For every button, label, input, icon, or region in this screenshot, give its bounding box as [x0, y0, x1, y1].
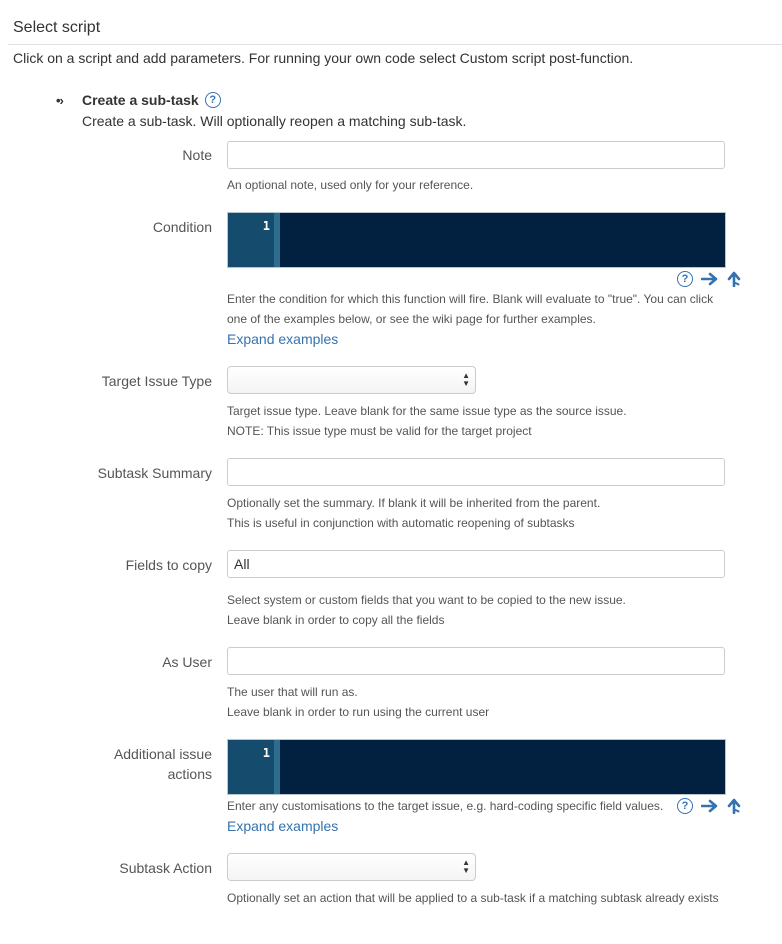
note-input[interactable]	[227, 141, 725, 169]
target-issue-type-select[interactable]	[227, 366, 476, 394]
editor-gutter-divider	[274, 740, 280, 794]
note-label: Note	[182, 147, 212, 163]
help-icon[interactable]: ?	[677, 798, 693, 814]
target-issue-type-description-1: Target issue type. Leave blank for the same issue type as the source issue.	[227, 404, 627, 418]
additional-issue-actions-label-line1: Additional issue	[113, 746, 212, 762]
subtask-summary-description-2: This is useful in conjunction with automatic reopening of subtasks	[227, 516, 575, 530]
target-issue-type-description-2: NOTE: This issue type must be valid for the target project	[227, 424, 532, 438]
target-issue-type-label: Target Issue Type	[101, 373, 212, 389]
fields-to-copy-description-1: Select system or custom fields that you want to be copied to the new issue.	[227, 593, 626, 607]
fields-to-copy-input[interactable]	[227, 550, 725, 578]
arrow-right-icon[interactable]	[701, 272, 719, 286]
select-arrows-icon: ▲ ▼	[462, 858, 470, 875]
fields-to-copy-label: Fields to copy	[125, 557, 212, 573]
note-description: An optional note, used only for your reference.	[227, 178, 474, 192]
subtask-summary-description-1: Optionally set the summary. If blank it will be inherited from the parent.	[227, 496, 601, 510]
condition-description-2: one of the examples below, or see the wiki page for further examples.	[227, 312, 596, 326]
as-user-description-1: The user that will run as.	[227, 685, 358, 699]
page-title: Select script	[13, 19, 101, 36]
script-name[interactable]: Create a sub-task	[82, 92, 199, 108]
subtask-action-description: Optionally set an action that will be applied to a sub-task if a matching subtask already exists	[227, 891, 719, 905]
expand-examples-link[interactable]: Expand examples	[227, 331, 339, 347]
condition-description-1: Enter the condition for which this function will fire. Blank will evaluate to "true". You can click	[227, 292, 714, 306]
additional-issue-actions-code-editor[interactable]	[227, 739, 726, 795]
expand-examples-link[interactable]: Expand examples	[227, 818, 339, 834]
subtask-summary-label: Subtask Summary	[97, 465, 212, 481]
fields-to-copy-description-2: Leave blank in order to copy all the fields	[227, 613, 445, 627]
as-user-label: As User	[162, 654, 212, 670]
additional-issue-actions-label	[0, 744, 212, 784]
help-icon[interactable]: ?	[677, 271, 693, 287]
expand-bullet-icon[interactable]: •›	[56, 92, 63, 108]
return-arrow-icon[interactable]	[727, 798, 741, 814]
return-arrow-icon[interactable]	[727, 271, 741, 287]
script-heading[interactable]	[56, 92, 221, 108]
condition-code-editor[interactable]	[227, 212, 726, 268]
additional-issue-actions-description: Enter any customisations to the target issue, e.g. hard-coding specific field values.	[227, 799, 664, 813]
select-arrows-icon: ▲ ▼	[462, 371, 470, 388]
as-user-description-2: Leave blank in order to run using the current user	[227, 705, 490, 719]
actions-editor-tools	[677, 798, 741, 814]
as-user-input[interactable]	[227, 647, 725, 675]
condition-label: Condition	[152, 219, 212, 235]
script-description: Create a sub-task. Will optionally reopen a matching sub-task.	[82, 113, 467, 129]
intro-text: Click on a script and add parameters. For running your own code select Custom script post-function.	[13, 50, 634, 66]
line-number: 1	[228, 213, 274, 267]
additional-issue-actions-label-line2: actions	[167, 766, 212, 782]
subtask-action-select[interactable]	[227, 853, 476, 881]
help-icon[interactable]: ?	[205, 92, 221, 108]
arrow-right-icon[interactable]	[701, 799, 719, 813]
title-divider	[8, 44, 782, 45]
editor-gutter-divider	[274, 213, 280, 267]
line-number: 1	[228, 740, 274, 794]
condition-editor-tools	[677, 271, 741, 287]
subtask-summary-input[interactable]	[227, 458, 725, 486]
subtask-action-label: Subtask Action	[119, 860, 212, 876]
